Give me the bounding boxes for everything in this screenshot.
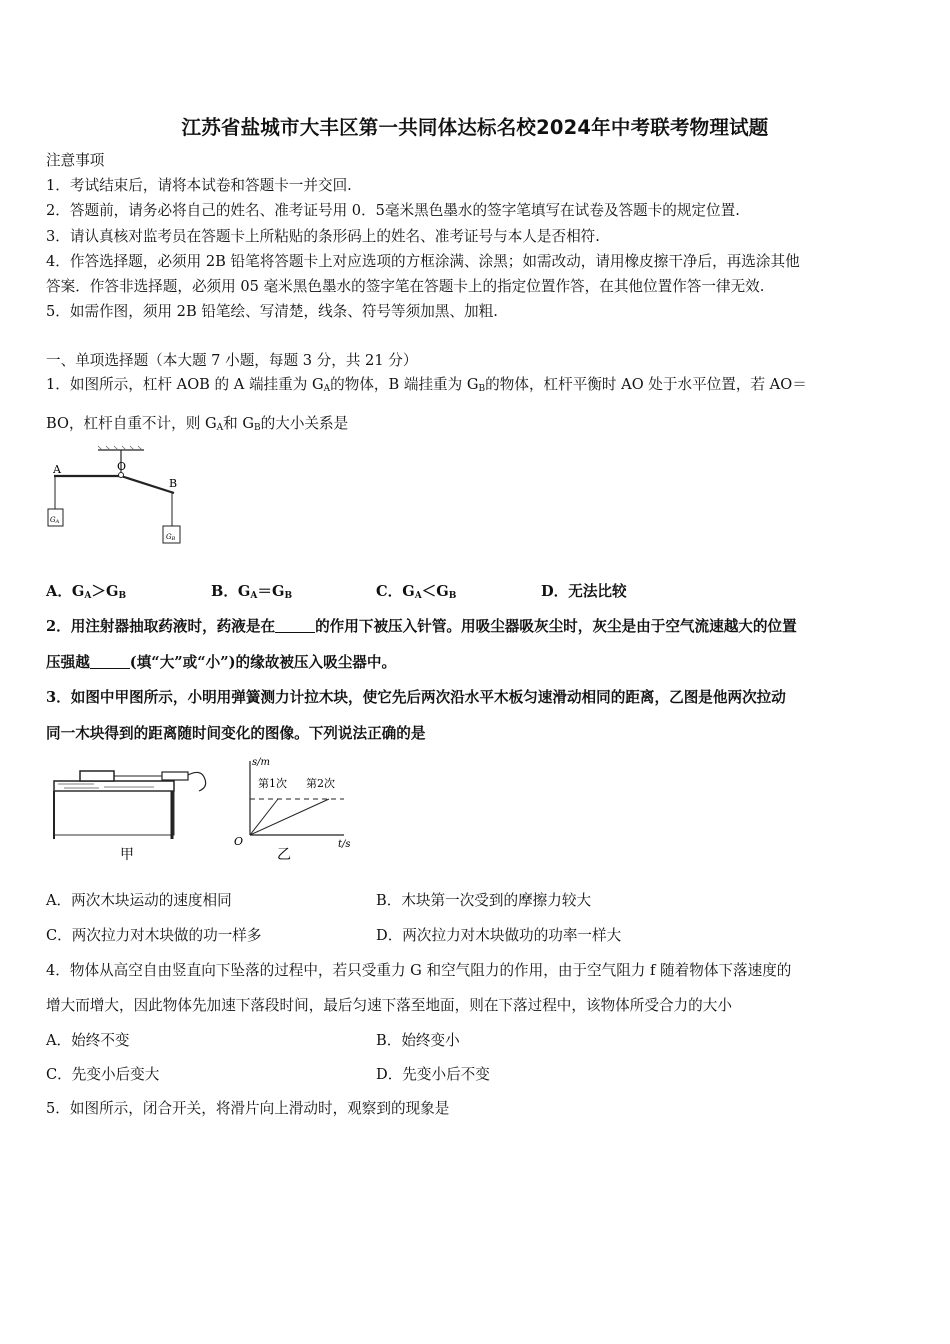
q3-option-a: A．两次木块运动的速度相同 (46, 892, 232, 909)
notice-item: 2．答题前，请务必将自己的姓名、准考证号用 0．5毫米黑色墨水的签字笔填写在试卷及答题卡的规定位置. (46, 202, 740, 219)
q4-text-line1: 4．物体从高空自由竖直向下坠落的过程中，若只受重力 G 和空气阻力的作用，由于空气阻力 f 随着物体下落速度的 (46, 962, 792, 979)
q4-option-a: A．始终不变 (46, 1032, 130, 1049)
q4-option-d: D．先变小后不变 (376, 1066, 490, 1083)
q4-text-line2: 增大而增大，因此物体先加速下落段时间，最后匀速下落至地面，则在下落过程中，该物体所受合力的大小 (46, 997, 732, 1014)
series-first (250, 799, 278, 835)
wood-block (80, 771, 114, 781)
weight-gb-label: GB (166, 533, 176, 542)
label-a: A (53, 463, 61, 476)
notice-item: 5．如需作图，须用 2B 铅笔绘、写清楚，线条、符号等须加黑、加粗. (46, 303, 498, 320)
spring-scale (162, 772, 188, 780)
label-jia: 甲 (120, 847, 134, 863)
q2-text-line2: 压强越 (填“大”或“小”)的缘故被压入吸尘器中。 (46, 654, 397, 671)
q1-option-c: C．$G_A<G_B$ (376, 583, 457, 601)
origin-label: O (234, 835, 244, 848)
legend-first: 第1次 (258, 777, 287, 790)
notice-heading: 注意事项 (46, 152, 105, 169)
y-axis-label: s/m (252, 757, 270, 768)
q3-option-b: B．木块第一次受到的摩擦力较大 (376, 892, 592, 909)
q2-blank-1 (275, 618, 315, 633)
hand (188, 772, 206, 791)
q3-option-d: D．两次拉力对木块做功的功率一样大 (376, 927, 622, 944)
figure-jia (54, 771, 206, 863)
q1-text-line1: 1．如图所示，杠杆 AOB 的 A 端挂重为 $G_A$的物体，B 端挂重为 $G_B$的物体，杠杆平衡时 AO 处于水平位置，若 AO＝ (46, 376, 807, 394)
q2-blank-2 (90, 654, 130, 669)
notice-item: 3．请认真核对监考员在答题卡上所粘贴的条形码上的姓名、准考证号与本人是否相符. (46, 228, 600, 245)
q5-text-line1: 5．如图所示，闭合开关，将滑片向上滑动时，观察到的现象是 (46, 1100, 450, 1117)
label-b: B (169, 477, 178, 490)
section-heading: 一、单项选择题（本大题 7 小题，每题 3 分，共 21 分） (46, 352, 418, 369)
table-body (54, 791, 174, 835)
q1-text-line2: BO，杠杆自重不计，则 $G_A$和 $G_B$的大小关系是 (46, 415, 349, 433)
ceiling-hatch (98, 446, 142, 450)
label-o: O (117, 460, 127, 473)
q1-option-a: A．$G_A>G_B$ (46, 583, 127, 601)
notice-item: 1．考试结束后，请将本试卷和答题卡一并交回. (46, 177, 352, 194)
lever-ob (121, 476, 174, 493)
notice-item: 答案．作答非选择题，必须用 05 毫米黑色墨水的签字笔在答题卡上的指定位置作答，在其他位置作答一律无效. (46, 278, 765, 295)
x-axis-label: t/s (338, 839, 351, 850)
legend-second: 第2次 (306, 777, 335, 790)
q4-option-b: B．始终变小 (376, 1032, 460, 1049)
board (54, 781, 174, 791)
q4-option-c: C．先变小后变大 (46, 1066, 160, 1083)
notice-item: 4．作答选择题，必须用 2B 铅笔将答题卡上对应选项的方框涂满、涂黑；如需改动，请用橡皮擦干净后，再选涂其他 (46, 253, 800, 270)
q3-text-line1: 3．如图中甲图所示，小明用弹簧测力计拉木块，使它先后两次沿水平木板匀速滑动相同的距离，乙图是他两次拉动 (46, 689, 786, 706)
q3-option-c: C．两次拉力对木块做的功一样多 (46, 927, 262, 944)
lever-figure (44, 442, 184, 550)
figure-yi (234, 757, 351, 863)
q2-text-line1: 2．用注射器抽取药液时，药液是在 的作用下被压入针管。用吸尘器吸灰尘时，灰尘是由于空气流速越大的位置 (46, 618, 797, 635)
q3-text-line2: 同一木块得到的距离随时间变化的图像。下列说法正确的是 (46, 725, 426, 742)
series-second (250, 799, 329, 835)
q3-figure (44, 757, 364, 863)
q1-option-b: B．$G_A=G_B$ (211, 583, 293, 601)
pivot-point (119, 473, 124, 478)
label-yi: 乙 (277, 847, 291, 863)
weight-ga-label: GA (50, 516, 60, 525)
q1-option-d: D．无法比较 (541, 583, 627, 600)
page-title: 江苏省盐城市大丰区第一共同体达标名校2024年中考联考物理试题 (181, 116, 769, 139)
